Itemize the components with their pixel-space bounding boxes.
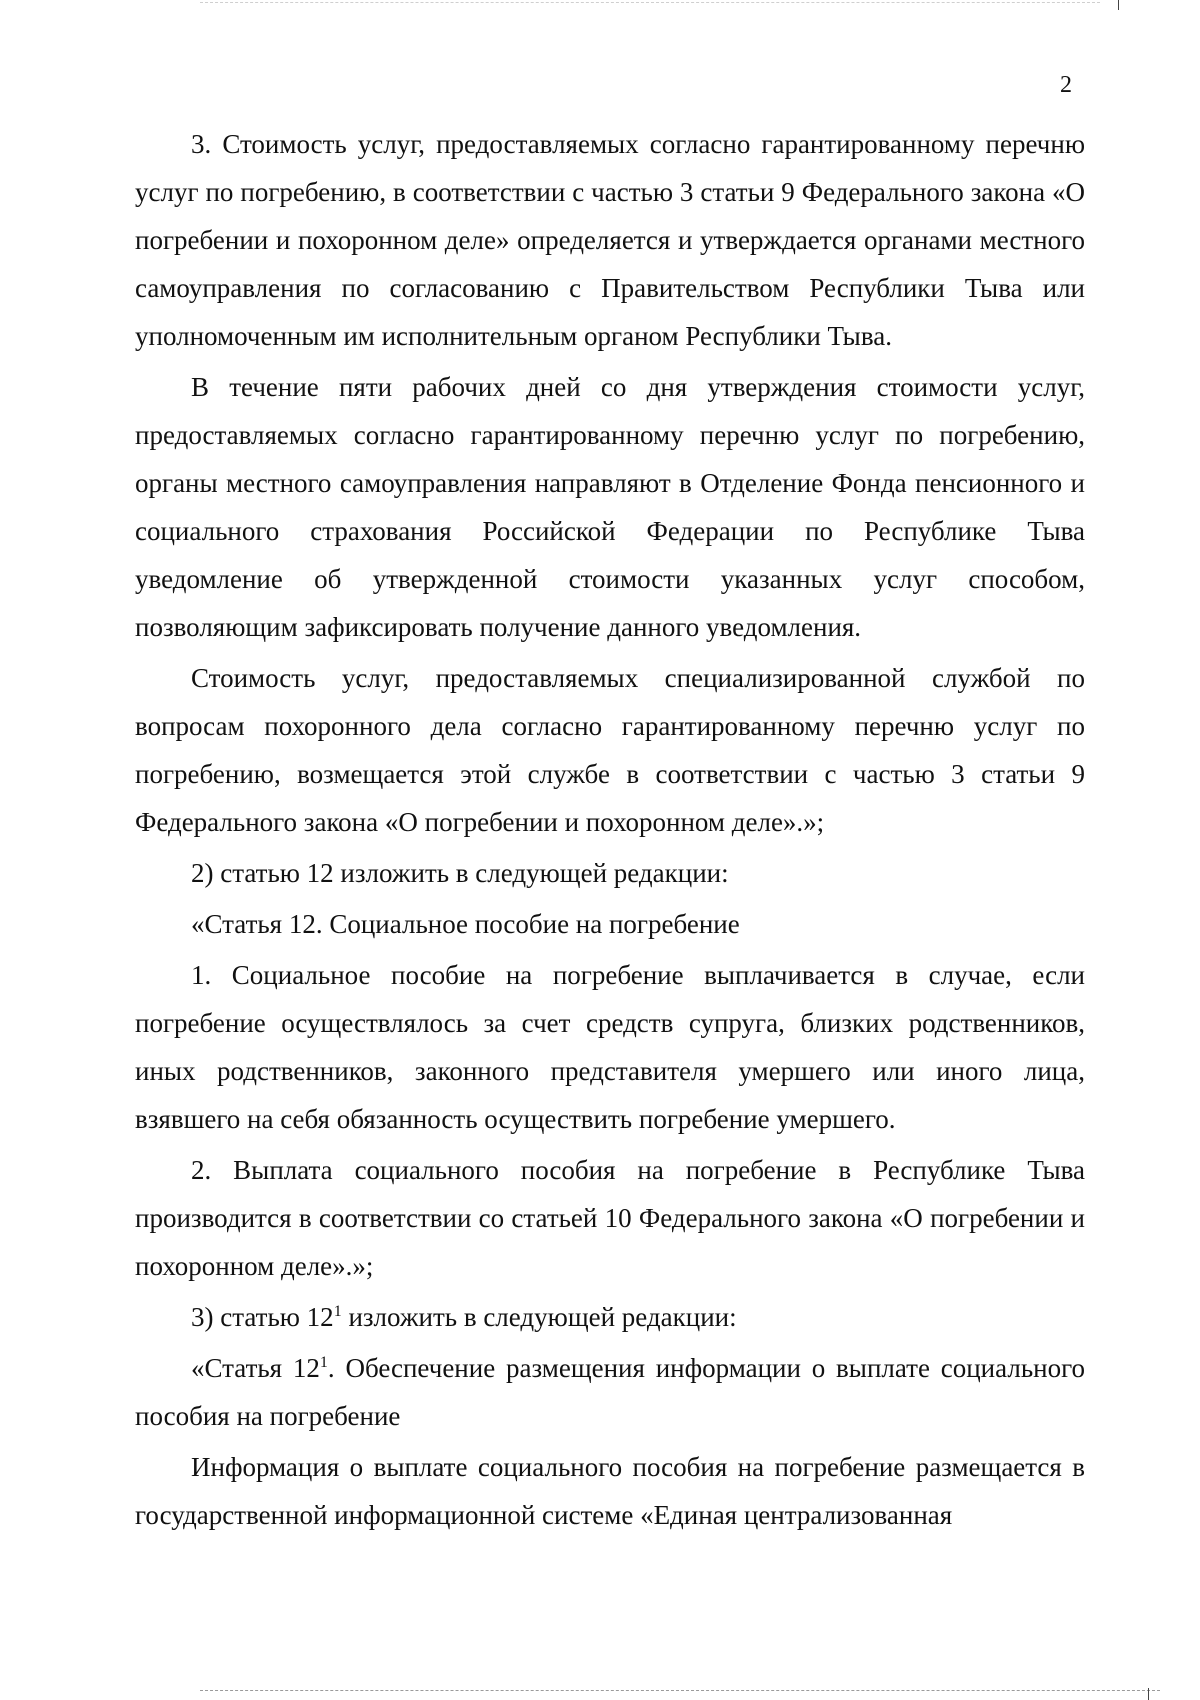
paragraph-article-12-title: «Статья 12. Социальное пособие на погребение — [191, 909, 740, 939]
paragraph-notification: В течение пяти рабочих дней со дня утверждения стоимости услуг, предоставляемых согласно гарантированному перечню услуг по погребению, органы местного самоуправления направляют в Отделение Фонда пенсионного и социального страхования Российской Федерации по Республике Тыва уведомление об утвержденной стоимости указанных услуг способом, позволяющим зафиксировать получение данного уведомления. — [135, 372, 1085, 642]
paragraph-article-12-amend: 2) статью 12 изложить в следующей редакции: — [191, 858, 729, 888]
paragraph-article-12-item-1: 1. Социальное пособие на погребение выплачивается в случае, если погребение осуществлялось за счет средств супруга, близких родственников, иных родственников, законного представителя умершего или иного лица, взявшего на себя обязанность осуществить погребение умершего. — [135, 960, 1085, 1134]
paragraph-3-cost: 3. Стоимость услуг, предоставляемых согласно гарантированному перечню услуг по погребению, в соответствии с частью 3 статьи 9 Федерального закона «О погребении и похоронном деле» определяется и утверждается органами местного самоуправления по согласованию с Правительством Республики Тыва или уполномоченным им исполнительным органом Республики Тыва. — [135, 129, 1085, 351]
document-body — [135, 120, 1085, 1542]
scan-edge-top — [200, 2, 1100, 4]
page-number: 2 — [1060, 72, 1072, 98]
paragraph-article-12-item-2: 2. Выплата социального пособия на погребение в Республике Тыва производится в соответствии со статьей 10 Федерального закона «О погребении и похоронном деле».»; — [135, 1155, 1085, 1281]
article-title-superscript: 1 — [319, 1354, 328, 1371]
article-ref-suffix: изложить в следующей редакции: — [341, 1302, 737, 1332]
paragraph-article-12-1-amend — [135, 1293, 1085, 1341]
paragraph-article-12-1-title — [135, 1344, 1085, 1440]
article-ref-superscript: 1 — [333, 1303, 342, 1320]
paragraph-information-placement: Информация о выплате социального пособия на погребение размещается в государственной информационной системе «Единая централизованная — [135, 1452, 1085, 1530]
scan-edge-bottom — [200, 1690, 1160, 1692]
scan-edge-mark — [1118, 0, 1119, 10]
scan-edge-mark-bottom — [1148, 1688, 1149, 1700]
article-ref-prefix: 3) статью 12 — [191, 1302, 334, 1332]
article-title-prefix: «Статья 12 — [191, 1353, 320, 1383]
article-title-suffix: . Обеспечение размещения информации о выплате социального пособия на погребение — [135, 1353, 1085, 1431]
paragraph-reimbursement: Стоимость услуг, предоставляемых специализированной службой по вопросам похоронного дела согласно гарантированному перечню услуг по погребению, возмещается этой службе в соответствии с частью 3 статьи 9 Федерального закона «О погребении и похоронном деле».»; — [135, 663, 1085, 837]
